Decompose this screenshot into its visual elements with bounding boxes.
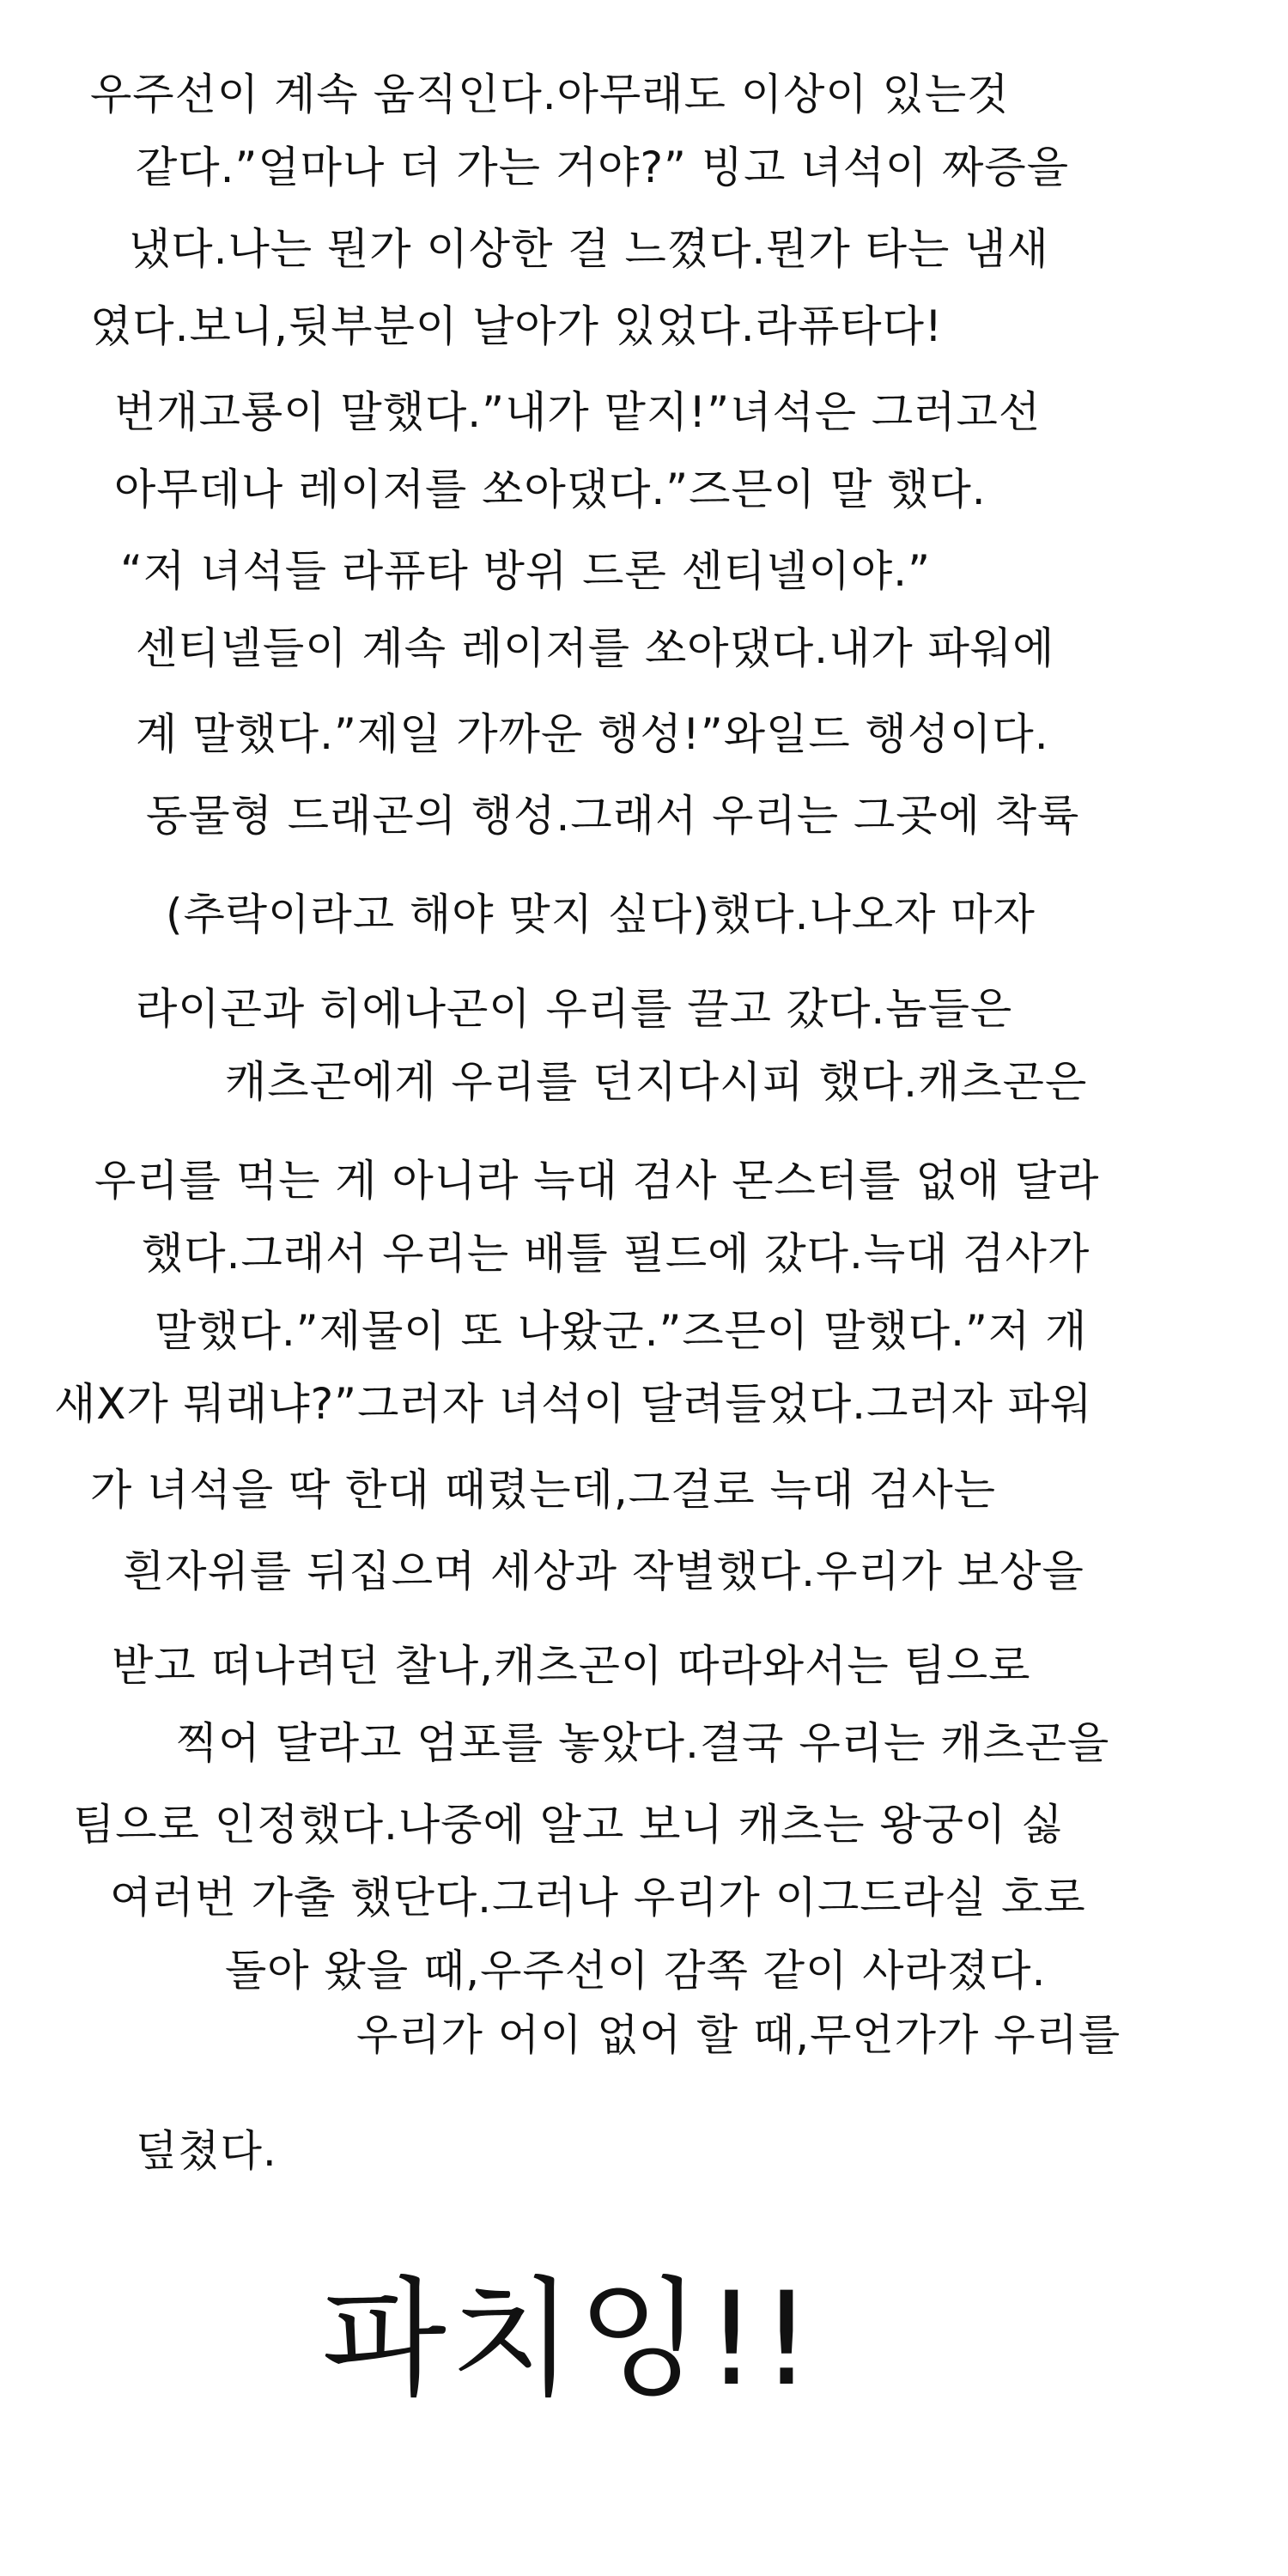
text-line-23: 여러번 가출 했단다.그러나 우리가 이그드라실 호로 <box>110 1873 1086 1923</box>
sound-effect-text: 파치잉!! <box>322 2265 816 2415</box>
text-line-6: 아무데나 레이저를 쏘아댔다.”즈믄이 말 했다. <box>114 465 987 514</box>
text-line-18: 가 녀석을 딱 한대 때렸는데,그걸로 늑대 검사는 <box>90 1465 996 1515</box>
text-line-11: (추락이라고 해야 맞지 싶다)했다.나오자 마자 <box>166 890 1036 939</box>
text-line-7: “저 녀석들 라퓨타 방위 드론 센티넬이야.” <box>120 546 931 596</box>
text-line-17: 새X가 뭐래냐?”그러자 녀석이 달려들었다.그러자 파워 <box>54 1379 1093 1429</box>
text-line-20: 받고 떠나려던 찰나,캐츠곤이 따라와서는 팀으로 <box>112 1641 1031 1691</box>
text-line-19: 흰자위를 뒤집으며 세상과 작별했다.우리가 보상을 <box>123 1546 1084 1596</box>
text-line-4: 였다.보니,뒷부분이 날아가 있었다.라퓨타다! <box>90 301 943 351</box>
text-line-15: 했다.그래서 우리는 배틀 필드에 갔다.늑대 검사가 <box>142 1229 1091 1279</box>
text-line-21: 찍어 달라고 엄포를 놓았다.결국 우리는 캐츠곤을 <box>176 1718 1110 1768</box>
text-line-25: 우리가 어이 없어 할 때,무언가가 우리를 <box>356 2010 1121 2060</box>
text-line-3: 냈다.나는 뭔가 이상한 걸 느꼈다.뭔가 타는 냄새 <box>129 224 1049 274</box>
text-line-9: 계 말했다.”제일 가까운 행성!”와일드 행성이다. <box>136 709 1049 759</box>
text-line-13: 캐츠곤에게 우리를 던지다시피 했다.캐츠곤은 <box>225 1057 1088 1107</box>
text-line-10: 동물형 드래곤의 행성.그래서 우리는 그곳에 착륙 <box>146 791 1080 841</box>
text-line-2: 같다.”얼마나 더 가는 거야?” 빙고 녀석이 짜증을 <box>136 143 1069 192</box>
text-line-1: 우주선이 계속 움직인다.아무래도 이상이 있는것 <box>90 70 1010 119</box>
text-line-16: 말했다.”제물이 또 나왔군.”즈믄이 말했다.”저 개 <box>155 1306 1088 1356</box>
text-line-8: 센티넬들이 계속 레이저를 쏘아댔다.내가 파워에 <box>136 623 1055 673</box>
text-line-24: 돌아 왔을 때,우주선이 감쪽 같이 사라졌다. <box>225 1946 1047 1996</box>
text-line-14: 우리를 먹는 게 아니라 늑대 검사 몬스터를 없애 달라 <box>94 1156 1100 1206</box>
text-line-5: 번개고룡이 말했다.”내가 맡지!”녀석은 그러고선 <box>114 387 1042 437</box>
text-line-22: 팀으로 인정했다.나중에 알고 보니 캐츠는 왕궁이 싫 <box>73 1800 1064 1850</box>
text-line-12: 라이곤과 히에나곤이 우리를 끌고 갔다.놈들은 <box>136 984 1013 1034</box>
text-line-26: 덮쳤다. <box>136 2126 277 2176</box>
